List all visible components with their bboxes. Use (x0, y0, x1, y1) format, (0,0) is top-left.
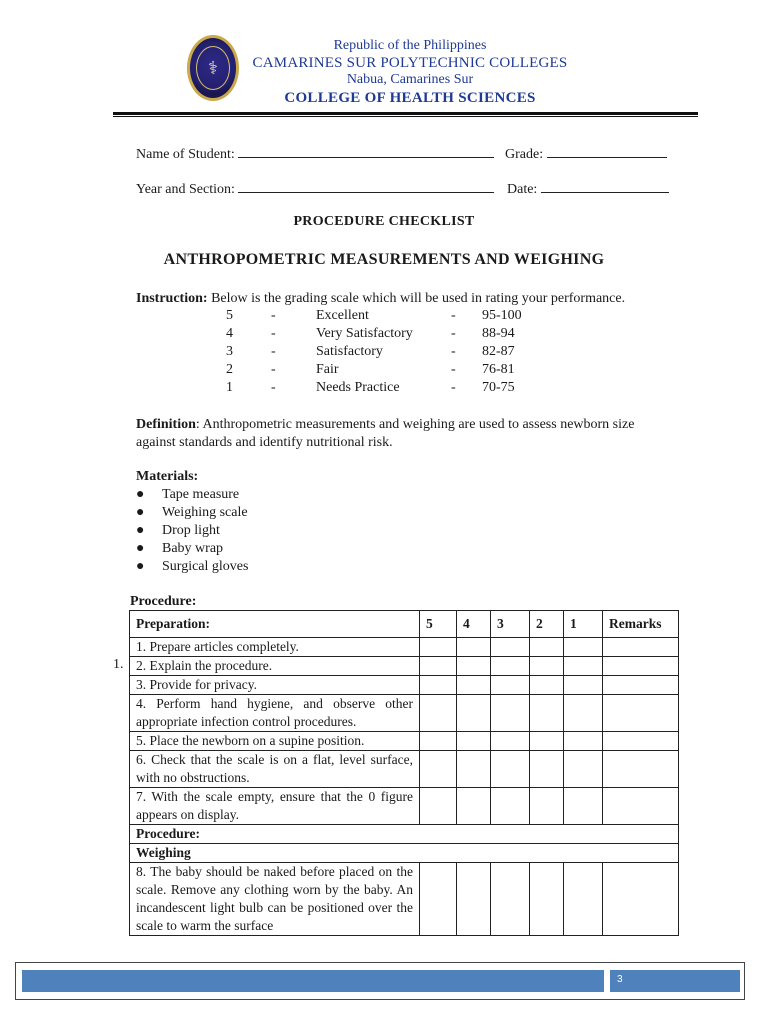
score-cell[interactable] (420, 638, 457, 657)
score-cell[interactable] (420, 676, 457, 695)
scale-row: 2 - Fair - 76-81 (226, 362, 515, 377)
procedure-label: Procedure: (130, 594, 197, 609)
footer-page-box (610, 970, 740, 992)
step-text: 2. Explain the procedure. (130, 657, 420, 676)
procedure-title: ANTHROPOMETRIC MEASUREMENTS AND WEIGHING (163, 251, 605, 268)
score-cell[interactable] (564, 732, 603, 751)
header-country: Republic of the Philippines (333, 38, 487, 53)
score-cell[interactable] (420, 657, 457, 676)
bullet-icon: ● (136, 505, 145, 520)
procedure-checklist-table (129, 610, 679, 936)
section-weighing-label: Weighing (130, 844, 679, 863)
name-field-row (136, 145, 494, 163)
footer-bar (22, 970, 604, 992)
instruction-text: Below is the grading scale which will be used in rating your performance. (211, 291, 626, 306)
score-cell[interactable] (530, 788, 564, 825)
score-cell[interactable] (420, 788, 457, 825)
remarks-cell[interactable] (603, 676, 679, 695)
score-cell[interactable] (457, 751, 491, 788)
score-cell[interactable] (457, 863, 491, 936)
name-label: Name of Student: (136, 147, 235, 162)
bullet-icon: ● (136, 559, 145, 574)
step-text: 5. Place the newborn on a supine position. (130, 732, 420, 751)
table-row (130, 695, 679, 732)
materials-label: Materials: (136, 469, 199, 484)
score-cell[interactable] (564, 638, 603, 657)
list-item: ● Baby wrap (136, 541, 224, 556)
score-cell[interactable] (491, 676, 530, 695)
step-text: 6. Check that the scale is on a flat, level surface, with no obstructions. (130, 751, 420, 788)
bullet-icon: ● (136, 523, 145, 538)
score-cell[interactable] (491, 695, 530, 732)
header-preparation: Preparation: (130, 611, 420, 638)
step-text: 8. The baby should be naked before placed on the scale. Remove any clothing worn by the baby. An incandescent light bulb can be positioned over the scale to warm the surface (130, 863, 420, 936)
list-item: ● Weighing scale (136, 505, 248, 520)
step-text: 3. Provide for privacy. (130, 676, 420, 695)
score-cell[interactable] (457, 788, 491, 825)
score-cell[interactable] (491, 732, 530, 751)
caduceus-icon: ⚕ (196, 46, 230, 90)
score-cell[interactable] (530, 657, 564, 676)
header-remarks: Remarks (603, 611, 679, 638)
score-cell[interactable] (564, 788, 603, 825)
scale-row: 5 - Excellent - 95-100 (226, 308, 522, 323)
bullet-icon: ● (136, 541, 145, 556)
score-cell[interactable] (420, 695, 457, 732)
section-row-weighing (130, 844, 679, 863)
bullet-icon: ● (136, 487, 145, 502)
year-blank[interactable] (238, 180, 494, 193)
header-score-4: 4 (457, 611, 491, 638)
list-item: ● Drop light (136, 523, 220, 538)
table-row (130, 638, 679, 657)
remarks-cell[interactable] (603, 695, 679, 732)
year-label: Year and Section: (136, 182, 235, 197)
remarks-cell[interactable] (603, 657, 679, 676)
date-label: Date: (507, 182, 538, 197)
score-cell[interactable] (530, 863, 564, 936)
grade-blank[interactable] (547, 145, 667, 158)
grade-label: Grade: (505, 147, 544, 162)
date-field-row (507, 180, 669, 198)
score-cell[interactable] (457, 732, 491, 751)
score-cell[interactable] (420, 751, 457, 788)
list-item: ● Surgical gloves (136, 559, 249, 574)
score-cell[interactable] (457, 657, 491, 676)
header-score-2: 2 (530, 611, 564, 638)
table-row (130, 657, 679, 676)
section-row-procedure (130, 825, 679, 844)
definition-paragraph (136, 416, 681, 452)
header-divider-thin (113, 116, 698, 117)
table-header-row (130, 611, 679, 638)
grade-field-row (505, 145, 667, 163)
step-text: 7. With the scale empty, ensure that the 0 figure appears on display. (130, 788, 420, 825)
definition-label: Definition (136, 417, 196, 432)
scale-row: 1 - Needs Practice - 70-75 (226, 380, 515, 395)
scale-row: 4 - Very Satisfactory - 88-94 (226, 326, 515, 341)
instruction-label: Instruction: (136, 291, 208, 306)
score-cell[interactable] (457, 676, 491, 695)
remarks-cell[interactable] (603, 638, 679, 657)
table-row (130, 788, 679, 825)
score-cell[interactable] (491, 638, 530, 657)
year-field-row (136, 180, 494, 198)
remarks-cell[interactable] (603, 863, 679, 936)
score-cell[interactable] (530, 751, 564, 788)
score-cell[interactable] (491, 751, 530, 788)
score-cell[interactable] (420, 863, 457, 936)
step-text: 1. Prepare articles completely. (130, 638, 420, 657)
header-college: COLLEGE OF HEALTH SCIENCES (284, 90, 536, 106)
list-item: ● Tape measure (136, 487, 240, 502)
header-divider-thick (113, 112, 698, 115)
score-cell[interactable] (530, 695, 564, 732)
table-row (130, 863, 679, 936)
materials-section (136, 468, 248, 576)
score-cell[interactable] (564, 657, 603, 676)
score-cell[interactable] (491, 863, 530, 936)
grading-scale (0, 308, 768, 398)
score-cell[interactable] (491, 788, 530, 825)
remarks-cell[interactable] (603, 751, 679, 788)
header-score-5: 5 (420, 611, 457, 638)
score-cell[interactable] (530, 676, 564, 695)
table-row (130, 676, 679, 695)
definition-line-2: against standards and identify nutritional risk. (136, 435, 393, 450)
name-blank[interactable] (238, 145, 494, 158)
definition-line-1: Definition: Anthropometric measurements and weighing are used to assess newborn size (136, 417, 635, 432)
score-cell[interactable] (530, 732, 564, 751)
score-cell[interactable] (457, 638, 491, 657)
score-cell[interactable] (564, 676, 603, 695)
remarks-cell[interactable] (603, 788, 679, 825)
score-cell[interactable] (457, 695, 491, 732)
header-score-1: 1 (564, 611, 603, 638)
score-cell[interactable] (564, 863, 603, 936)
date-blank[interactable] (541, 180, 669, 193)
score-cell[interactable] (564, 751, 603, 788)
header-score-3: 3 (491, 611, 530, 638)
remarks-cell[interactable] (603, 732, 679, 751)
score-cell[interactable] (564, 695, 603, 732)
header-institution: CAMARINES SUR POLYTECHNIC COLLEGES (252, 55, 568, 71)
list-number: 1. (113, 657, 124, 672)
table-row (130, 732, 679, 751)
step-text: 4. Perform hand hygiene, and observe other appropriate infection control procedures. (130, 695, 420, 732)
instruction-line (136, 290, 625, 308)
checklist-title: PROCEDURE CHECKLIST (293, 214, 475, 229)
score-cell[interactable] (420, 732, 457, 751)
section-procedure-label: Procedure: (130, 825, 679, 844)
table-row (130, 751, 679, 788)
score-cell[interactable] (491, 657, 530, 676)
scale-row: 3 - Satisfactory - 82-87 (226, 344, 515, 359)
score-cell[interactable] (530, 638, 564, 657)
page-number: 3 (617, 974, 623, 985)
header-location: Nabua, Camarines Sur (346, 72, 474, 87)
